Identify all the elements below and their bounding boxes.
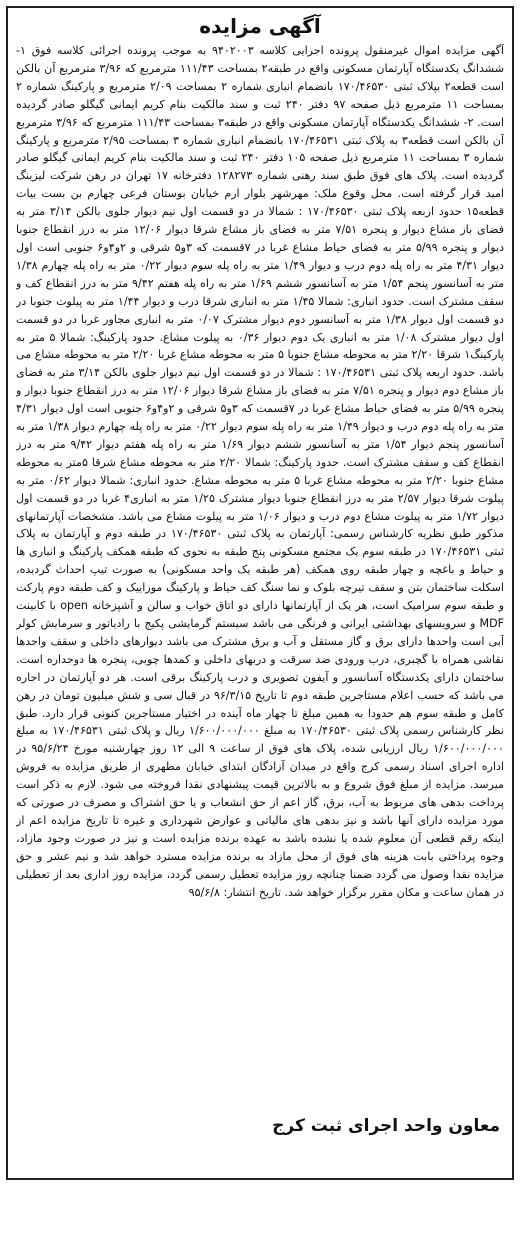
notice-title: آگهی مزایده (199, 14, 321, 38)
notice-body: آگهی مزایده اموال غیرمنقول پرونده اجرایی کلاسه ۹۴۰۲۰۰۳ به موجب پرونده اجرائی کلاسه فوق ۱- ششدانگ یکدستگاه آپارتمان مسکونی واقع در طبقه۲ بمساحت ۱۱۱/۴۳ مترمربع که ۳/۹۶ مترمربع آن بالکن است قطعه۲ بپلاک ثبتی ۱۷۰/۴۶۵۳۰ بانضمام انباری شماره ۲ بمساحت ۲/۰۹ مترمربع و پارکینگ شماره ۲ بمساحت ۱۱ مترمربع ذیل صفحه ۹۷ دفتر ۲۴۰ ثبت و سند مالکیت بنام کریم ایمانی گیگلو صادر گردیده است. ۲- ششدانگ یکدستگاه آپارتمان مسکونی واقع در طبقه۳ بمساحت ۱۱۱/۴۳ مترمربع که ۳/۹۶ مترمربع آن بالکن است قطعه۳ به پلاک ثبتی ۱۷۰/۴۶۵۳۱ بانضمام انباری شماره ۳ بمساحت ۲/۹۵ مترمربع و پارکینگ شماره ۳ بمساحت ۱۱ مترمربع ذیل صفحه ۱۰۵ دفتر ۲۴۰ ثبت و سند مالکیت بنام کریم ایمانی گیگلو صادر گردیده است. پلاک های فوق طبق سند رهنی شماره ۱۲۸۲۷۳ دفترخانه ۱۷ تهران در رهن شرکت لیزینگ امید قرار گرفته است. محل وقوع ملک: مهرشهر بلوار ارم خیابان بوستان فرعی چهارم بن بست بیات قطعه۱۵ حدود اربعه پلاک ثبتی ۱۷۰/۴۶۵۳۰ : شمالا در دو قسمت اول نیم دیوار جلوی بالکن ۳/۱۴ متر به فضای باز مشاع دیوار و پنجره ۷/۵۱ متر به فضای باز مشاع شرقا دیوار ۱۲/۰۶ متر به درز انقطاع جنوبا دیوار و پنجره ۵/۹۹ متر به فضای حیاط مشاع غربا در ۷قسمت که ۳و۵ شرقی و ۲و۴و۶ جنوبی است اول دیوار ۴/۳۱ متر به راه پله دوم درب و دیوار ۱/۴۹ متر به راه پله سوم دیوار ۰/۲۲ متر به راه پله چهارم ۱/۳۸ متر به آسانسور پنجم ۱/۵۴ متر به آسانسور ششم ۱/۶۹ متر به راه پله هفتم ۹/۴۲ متر به درز انقطاع کف و سقف مشترک است. حدود انباری: شمالا ۱/۴۵ متر به انباری شرقا درب و دیوار ۱/۴۴ متر به پیلوت جنوبا در دو قسمت اول دیوار ۱/۳۸ متر به آسانسور دوم دیوار مشترک ۰/۰۷ متر به انباری مجاور غربا در دو قسمت اول دیوار مشترک ۱/۰۸ متر به انباری یک دوم دیوار ۰/۳۶ به پیلوت مشاع. حدود پارکینگ: شمالا ۵ متر به پارکینگ۱ شرقا ۲/۲۰ متر به محوطه مشاع جنوبا ۵ متر به محوطه مشاع غربا ۲/۲۰ متر به محوطه مشاع می باشد. حدود اربعه پلاک ثبتی ۱۷۰/۴۶۵۳۱ : شمالا در دو قسمت اول نیم دیوار جلوی بالکن ۳/۱۴ متر به فضای باز مشاع دوم دیوار و پنجره ۷/۵۱ متر به فضای باز مشاع شرقا دیوار ۱۲/۰۶ متر به درز انقطاع جنوبا دیوار و پنجره ۵/۹۹ متر به فضای حیاط مشاع غربا در ۷قسمت که ۳و۵ شرقی و ۲و۴و۶ جنوبی است اول دیوار ۴/۳۱ متر به راه پله دوم درب و دیوار ۱/۴۹ متر به راه پله سوم دیوار ۰/۲۲ متر به راه پله چهارم دیوار ۱/۳۸ متر به آسانسور پنجم دیوار ۱/۵۴ متر به آسانسور ششم دیوار ۱/۶۹ متر به راه پله هفتم دیوار ۹/۴۲ متر به درز انقطاع کف و سقف مشترک است. حدود پارکینگ: شمالا ۲/۲۰ متر به محوطه مشاع شرقا ۵متر به محوطه مشاع جنوبا ۲/۲۰ متر به محوطه مشاع غربا ۵ متر به محوطه مشاع. حدود انباری: شمالا دیوار ۰/۶۲ متر به پیلوت شرقا دیوار ۲/۵۷ متر به درز انقطاع جنوبا دیوار مشترک ۱/۲۵ متر به انباری۴ غربا در دو قسمت اول دیوار ۱/۷۲ متر به پیلوت مشاع دوم درب و دیوار ۱/۰۶ متر به پیلوت مشاع می باشد. مشخصات آپارتمانهای مذکور طبق نظریه کارشناس رسمی: آپارتمان به پلاک ثبتی ۱۷۰/۴۶۵۳۰ در طبقه دوم و آپارتمان به پلاک ثبتی ۱۷۰/۴۶۵۳۱ در طبقه سوم یک مجتمع مسکونی پنج طبقه به نحوی که طبقه همکف پارکینگ و انباری ها و حیاط و باغچه و چهار طبقه روی همکف (هر طبقه یک واحد مسکونی) به صورت تیپ احداث گردیده، اسکلت ساختمان بتن و سقف تیرچه بلوک و نما سنگ کف حیاط و پارکینگ موزاییک و کف طبقه دوم پارکت و طبقه سوم سرامیک است، هر یک از آپارتمانها دارای دو اتاق خواب و سالن و آشپزخانه open با کابینت MDF و سرویسهای بهداشتی ایرانی و فرنگی می باشد سیستم گرمایشی پکیج با رادیاتور و سرمایش کولر آبی است واحدها دارای برق و گاز مستقل و آب و برق مشترک می باشد دیوارهای داخلی و سقف واحدها نقاشی همراه با گچبری، درب ورودی ضد سرقت و دربهای داخلی و کمدها چوبی، پنجره ها دوجداره است. ساختمان دارای یکدستگاه آسانسور و آیفون تصویری و درب پارکینگ برقی است. هر دو آپارتمان در اجاره می باشد که حسب اعلام مستاجرین طبقه دوم تا تاریخ ۹۶/۳/۱۵ در قبال سی و شش میلیون تومان در رهن کامل و طبقه سوم هم حدودا به همین مبلغ تا چهار ماه آینده در اختیار مستاجرین کنونی قرار دارد. طبق نظر کارشناس رسمی پلاک ثبتی ۱۷۰/۴۶۵۳۰ به مبلغ ۱/۶۰۰/۰۰۰/۰۰۰ ریال و پلاک ثبتی ۱۷۰/۴۶۵۳۱ به مبلغ ۱/۶۰۰/۰۰۰/۰۰۰ ریال ارزیابی شده، پلاک های فوق از ساعت ۹ الی ۱۲ روز چهارشنبه مورخ ۹۵/۶/۲۴ در اداره اجرای اسناد رسمی کرج واقع در میدان آزادگان ابتدای خیابان مطهری از طریق مزایده به فروش میرسد. مزایده از مبلغ فوق شروع و به بالاترین قیمت پیشنهادی نقدا فروخته می شود. لازم به ذکر است پرداخت بدهی های مربوط به آب، برق، گاز اعم از حق انشعاب و یا حق اشتراک و مصرف در صورتی که مورد مزایده دارای آنها باشد و نیز بدهی های مالیاتی و عوارض شهرداری و غیره تا تاریخ مزایده اعم از اینکه رقم قطعی آن معلوم شده یا نشده باشد به عهده برنده مزایده است و نیز در صورت وجود مازاد، وجوه پرداختی بابت هزینه های فوق از محل مازاد به برنده مزایده مسترد خواهد شد و نیم عشر و حق مزایده نقدا وصول می گردد ضمنا چنانچه روز مزایده تعطیل رسمی گردد، مزایده روز اداری بعد از تعطیلی در همان ساعت و مکان مقرر برگزار خواهد شد. تاریخ انتشار: ۹۵/۶/۸ (16, 44, 504, 899)
notice-signature: معاون واحد اجرای ثبت کرج (272, 1116, 500, 1136)
auction-notice (6, 6, 514, 1180)
